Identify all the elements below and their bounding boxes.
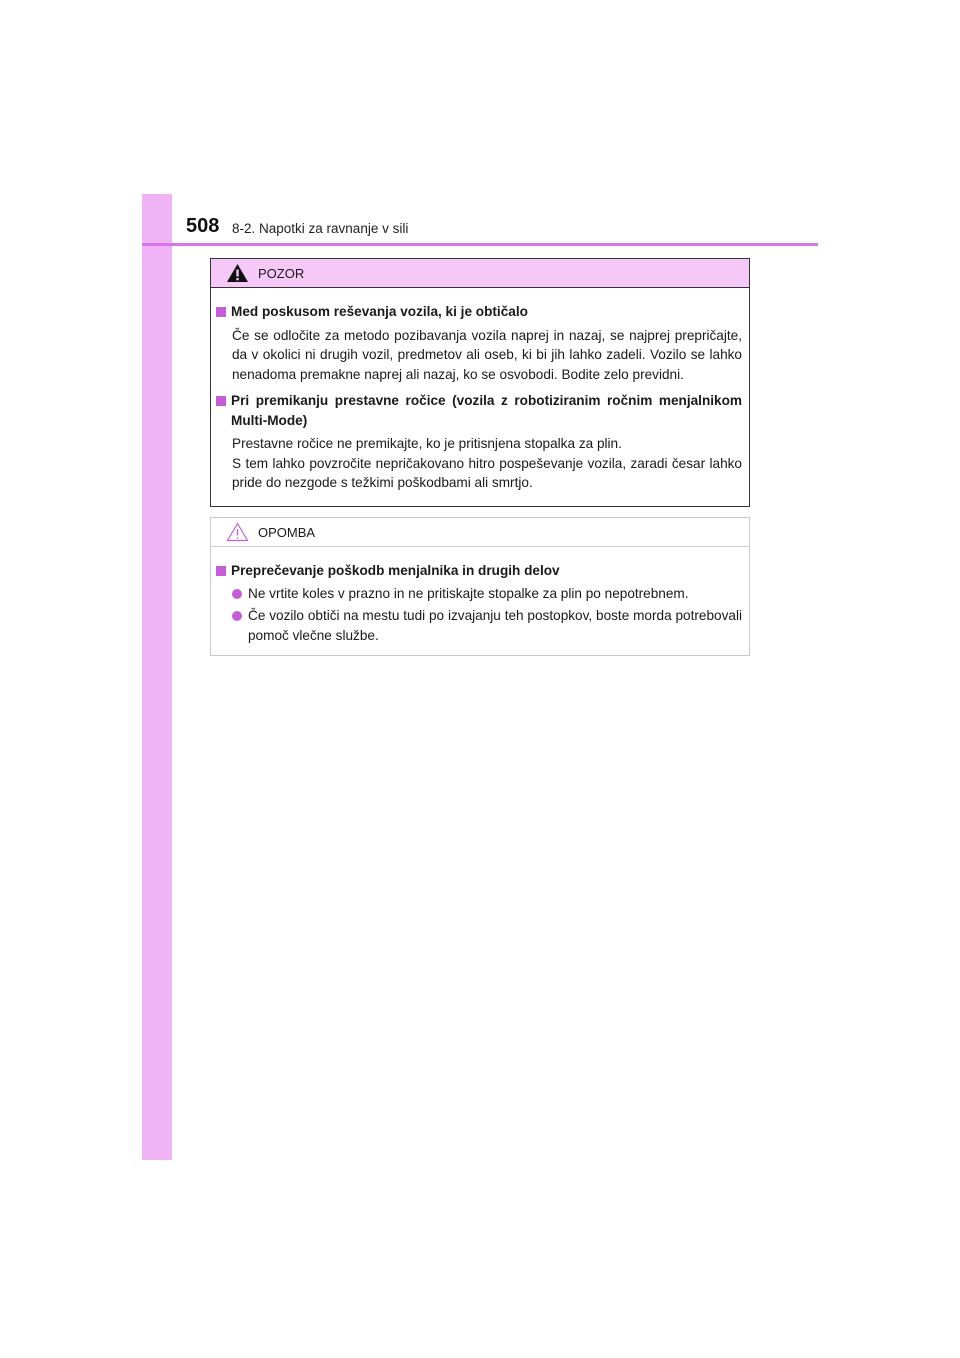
square-bullet-icon	[216, 396, 226, 406]
topic-paragraph: S tem lahko povzročite nepričakovano hitro pospeševanje vozila, zaradi česar lahko pride do nezgode s težkimi poškodbami ali smrtjo.	[232, 455, 742, 490]
note-body	[211, 547, 749, 645]
caution-outline-icon	[226, 522, 249, 542]
caution-topic-1	[216, 302, 742, 322]
note-box	[210, 517, 750, 656]
square-bullet-icon	[216, 566, 226, 576]
note-title: OPOMBA	[258, 524, 316, 540]
topic-heading: Preprečevanje poškodb menjalnika in drugih delov	[231, 563, 560, 578]
caution-box	[210, 258, 750, 507]
note-header	[211, 518, 749, 547]
list-item	[216, 606, 742, 645]
section-title: 8-2. Napotki za ravnanje v sili	[232, 221, 409, 236]
page-number: 508	[186, 215, 220, 237]
round-bullet-icon	[232, 589, 242, 599]
round-bullet-icon	[232, 611, 242, 621]
caution-body	[211, 288, 749, 493]
square-bullet-icon	[216, 307, 226, 317]
header-rule	[142, 243, 818, 246]
bullet-text: Ne vrtite koles v prazno in ne pritiskajte stopalke za plin po nepotrebnem.	[248, 585, 689, 601]
topic-heading: Pri premikanju prestavne ročice (vozila z robotiziranim ročnim menjalnikom Multi-Mode)	[231, 393, 742, 428]
topic-paragraph: Prestavne ročice ne premikajte, ko je pritisnjena stopalka za plin.	[232, 436, 622, 451]
caution-title: POZOR	[258, 265, 305, 281]
topic-heading: Med poskusom reševanja vozila, ki je obtičalo	[231, 304, 528, 319]
caution-topic-2	[216, 391, 742, 430]
list-item	[216, 584, 742, 604]
warning-icon	[226, 263, 249, 283]
bullet-text: Če vozilo obtiči na mestu tudi po izvajanju teh postopkov, boste morda potrebovali pomoč vlečne službe.	[248, 608, 742, 643]
caution-header	[211, 259, 749, 288]
note-topic-1	[216, 561, 742, 581]
chapter-side-bar	[142, 194, 172, 1160]
topic-paragraph: Če se odločite za metodo pozibavanja vozila naprej in nazaj, se najprej prepričajte, da v okolici ni drugih vozil, predmetov ali oseb, ki bi jih lahko zadeli. Vozilo se lahko nenadoma premakne naprej ali nazaj, ko se osvobodi. Bodite zelo previdni.	[232, 327, 742, 382]
